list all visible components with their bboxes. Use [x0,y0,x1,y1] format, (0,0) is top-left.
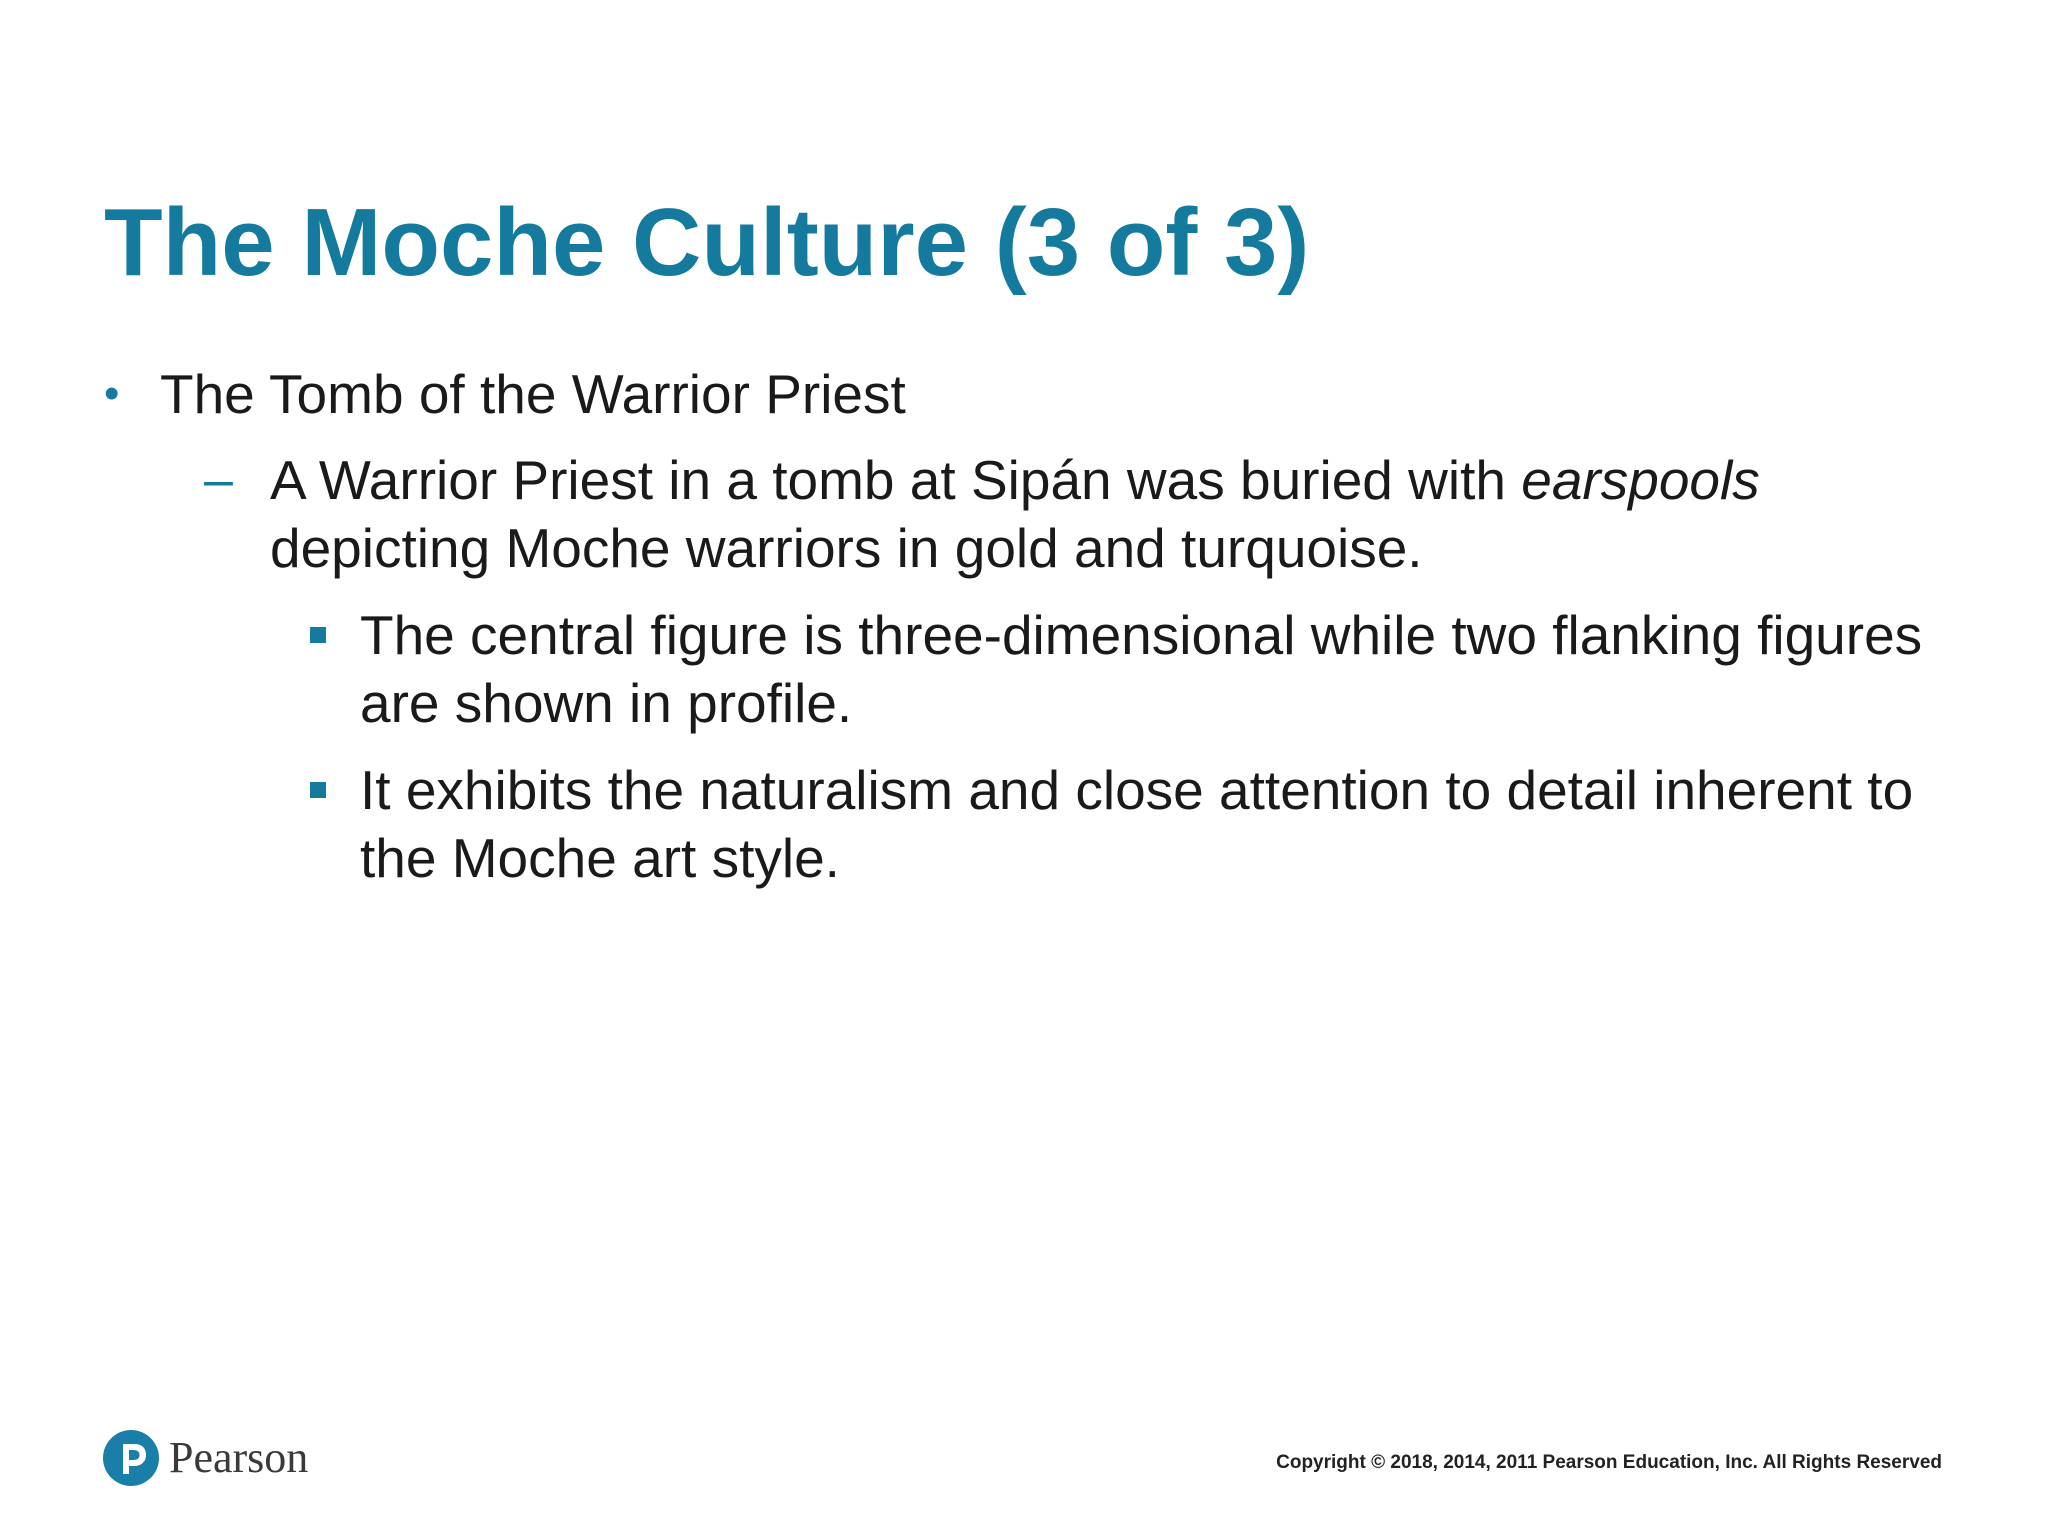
slide-title: The Moche Culture (3 of 3) [104,189,1310,296]
copyright-notice: Copyright © 2018, 2014, 2011 Pearson Education, Inc. All Rights Reserved [1276,1452,1942,1473]
bullet-level2 [204,446,1910,582]
bullet-level1-text: The Tomb of the Warrior Priest [160,363,906,425]
round-bullet-icon: • [104,369,120,418]
bullet-level2-text-italic: earspools [1521,449,1760,511]
bullet-level3-text: It exhibits the naturalism and close attention to detail inherent to the Moche art style. [360,759,1914,889]
pearson-logo [103,1430,308,1486]
square-bullet-icon [310,601,360,643]
bullet-level3-item [310,756,1980,892]
bullet-level2-text-before: A Warrior Priest in a tomb at Sipán was buried with [270,449,1522,511]
bullet-level2-text-after: depicting Moche warriors in gold and turquoise. [270,517,1423,579]
pearson-p-icon [103,1430,159,1486]
dash-bullet-icon: – [204,451,233,509]
square-bullet-icon [310,756,360,798]
pearson-logo-text: Pearson [169,1433,309,1482]
bullet-level3-text: The central figure is three-dimensional while two flanking figures are shown in profile. [360,604,1923,734]
bullet-level2-text [270,446,1910,582]
bullet-level3-item [310,601,1980,737]
bullet-level1 [104,360,1760,428]
